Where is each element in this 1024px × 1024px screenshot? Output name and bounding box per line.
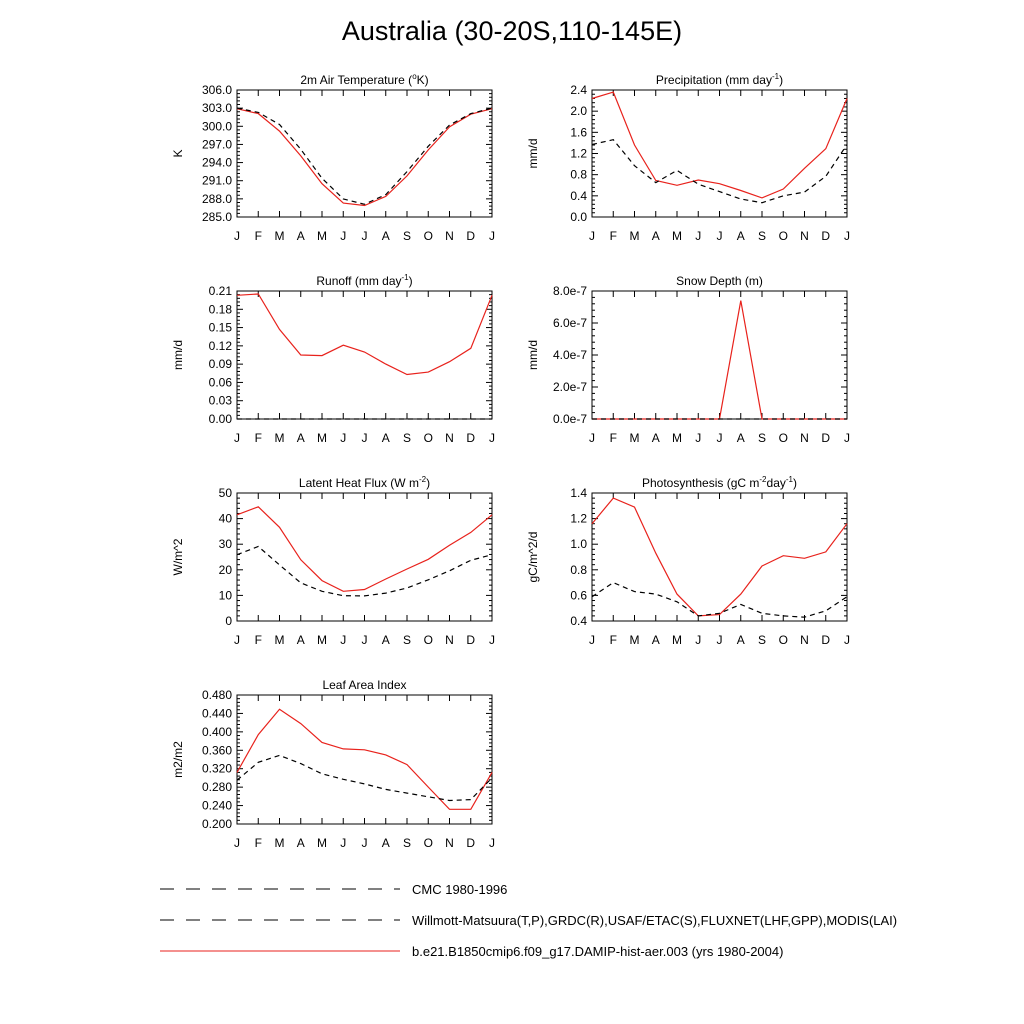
- x-tick-label: S: [402, 633, 412, 647]
- model-series-line: [592, 498, 847, 616]
- x-tick-label: F: [609, 431, 617, 445]
- x-tick-label: J: [340, 836, 347, 850]
- x-tick-label: F: [609, 633, 617, 647]
- y-tick-label: 0.0e-7: [552, 412, 587, 426]
- x-tick-label: S: [757, 633, 767, 647]
- model-series-line: [592, 92, 847, 198]
- y-tick-label: 0.360: [201, 743, 232, 758]
- x-tick-label: A: [381, 836, 390, 850]
- x-tick-label: A: [651, 229, 660, 243]
- x-tick-label: A: [381, 229, 390, 243]
- panel-title: Runoff (mm day$^{-1}$): [316, 273, 413, 288]
- chart-panel-2: [526, 72, 850, 243]
- x-tick-label: M: [274, 431, 285, 445]
- legend-label: CMC 1980-1996: [412, 882, 508, 897]
- x-tick-label: D: [821, 431, 831, 445]
- panel-title: Precipitation (mm day$^{-1}$): [655, 72, 784, 87]
- x-tick-label: J: [361, 633, 368, 647]
- y-axis-label: mm/d: [526, 138, 540, 169]
- x-tick-label: M: [672, 633, 682, 647]
- x-tick-label: N: [445, 229, 454, 243]
- y-tick-label: 0.12: [208, 338, 232, 353]
- y-tick-label: 8.0e-7: [552, 284, 587, 298]
- x-tick-label: S: [757, 229, 767, 243]
- y-tick-label: 0.21: [208, 284, 232, 298]
- x-tick-label: J: [340, 431, 347, 445]
- x-tick-label: J: [695, 431, 702, 445]
- x-tick-label: A: [736, 633, 745, 647]
- chart-panel-7: [171, 678, 495, 850]
- obs-series-line: [237, 108, 492, 204]
- x-tick-label: J: [234, 836, 240, 850]
- obs-series-line: [237, 755, 492, 800]
- plot-frame: [592, 291, 847, 419]
- legend-item: [160, 882, 507, 897]
- x-tick-label: N: [445, 431, 454, 445]
- panel-title: 2m Air Temperature ($^o$K): [300, 72, 429, 87]
- x-tick-label: A: [736, 431, 745, 445]
- x-tick-label: M: [274, 836, 285, 850]
- x-tick-label: D: [466, 229, 476, 243]
- x-tick-label: S: [757, 431, 767, 445]
- y-tick-label: 20: [218, 562, 232, 577]
- x-tick-label: J: [844, 229, 850, 243]
- y-tick-label: 303.0: [201, 101, 232, 116]
- chart-panel-1: [171, 72, 495, 243]
- x-tick-label: J: [695, 633, 702, 647]
- y-tick-label: 2.0e-7: [552, 380, 587, 394]
- x-tick-label: J: [489, 633, 495, 647]
- model-series-line: [237, 507, 492, 592]
- obs-series-line: [592, 583, 847, 618]
- x-tick-label: J: [844, 633, 850, 647]
- legend: [160, 882, 897, 959]
- legend-label: b.e21.B1850cmip6.f09_g17.DAMIP-hist-aer.003 (yrs 1980-2004): [412, 944, 784, 959]
- y-tick-label: 0.03: [208, 393, 232, 408]
- x-tick-label: D: [466, 836, 476, 850]
- panel-title: Leaf Area Index: [322, 678, 407, 692]
- x-tick-label: F: [254, 431, 262, 445]
- x-tick-label: F: [254, 836, 262, 850]
- y-tick-label: 306.0: [201, 83, 232, 97]
- y-tick-label: 10: [218, 588, 232, 603]
- x-tick-label: A: [651, 633, 660, 647]
- chart-panel-5: [171, 475, 495, 647]
- x-tick-label: S: [402, 431, 412, 445]
- x-tick-label: J: [361, 836, 368, 850]
- model-series-line: [237, 709, 492, 809]
- x-tick-label: A: [296, 633, 305, 647]
- x-tick-label: N: [445, 836, 454, 850]
- chart-panel-3: [171, 273, 495, 445]
- y-tick-label: 0.200: [201, 817, 232, 831]
- x-tick-label: J: [716, 229, 723, 243]
- x-tick-label: D: [821, 229, 831, 243]
- y-axis-label: W/m^2: [171, 538, 185, 576]
- y-tick-label: 0.09: [208, 357, 232, 372]
- y-tick-label: 50: [218, 486, 232, 500]
- x-tick-label: N: [800, 633, 809, 647]
- x-tick-label: N: [800, 229, 809, 243]
- y-tick-label: 4.0e-7: [552, 348, 587, 362]
- model-series-line: [592, 301, 847, 419]
- y-tick-label: 0: [225, 614, 232, 628]
- chart-panel-6: [526, 475, 850, 647]
- y-axis-label: m2/m2: [171, 741, 185, 778]
- x-tick-label: J: [340, 229, 347, 243]
- x-tick-label: D: [466, 431, 476, 445]
- y-tick-label: 1.6: [570, 125, 587, 140]
- x-tick-label: F: [609, 229, 617, 243]
- legend-item: [160, 944, 783, 959]
- x-tick-label: O: [423, 633, 433, 647]
- obs-series-line: [237, 547, 492, 596]
- y-axis-label: gC/m^2/d: [526, 531, 540, 583]
- x-tick-label: J: [589, 229, 595, 243]
- x-tick-label: O: [423, 229, 433, 243]
- plot-frame: [237, 90, 492, 217]
- x-tick-label: J: [716, 431, 723, 445]
- y-axis-label: mm/d: [171, 340, 185, 370]
- x-tick-label: A: [381, 633, 390, 647]
- x-tick-label: J: [489, 431, 495, 445]
- chart-panel-4: [526, 274, 850, 445]
- x-tick-label: A: [381, 431, 390, 445]
- x-tick-label: N: [800, 431, 809, 445]
- x-tick-label: N: [445, 633, 454, 647]
- plot-frame: [237, 493, 492, 621]
- y-tick-label: 288.0: [201, 191, 232, 206]
- x-tick-label: M: [274, 229, 285, 243]
- y-axis-label: K: [171, 149, 185, 158]
- x-tick-label: J: [361, 229, 368, 243]
- y-tick-label: 0.480: [201, 688, 232, 702]
- panel-title: Latent Heat Flux (W $m^{-2}$): [298, 475, 431, 490]
- panel-title: Photosynthesis (gC $m^{-2}day^{-1}$): [642, 475, 797, 490]
- x-tick-label: A: [296, 836, 305, 850]
- y-tick-label: 0.6: [570, 588, 587, 603]
- x-tick-label: M: [274, 633, 285, 647]
- y-tick-label: 0.00: [208, 412, 232, 426]
- y-tick-label: 1.0: [570, 537, 587, 552]
- y-tick-label: 0.4: [570, 188, 587, 203]
- x-tick-label: F: [254, 633, 262, 647]
- y-tick-label: 294.0: [201, 155, 232, 170]
- y-tick-label: 0.8: [570, 167, 587, 182]
- y-tick-label: 0.8: [570, 562, 587, 577]
- x-tick-label: J: [589, 431, 595, 445]
- y-tick-label: 297.0: [201, 137, 232, 152]
- obs-series-line: [592, 140, 847, 203]
- plot-frame: [237, 291, 492, 419]
- main-title: Australia (30-20S,110-145E): [341, 16, 683, 46]
- x-tick-label: M: [317, 836, 327, 850]
- x-tick-label: J: [489, 229, 495, 243]
- legend-label: Willmott-Matsuura(T,P),GRDC(R),USAF/ETAC(S),FLUXNET(LHF,GPP),MODIS(LAI): [412, 913, 898, 928]
- x-tick-label: M: [672, 431, 682, 445]
- x-tick-label: D: [821, 633, 831, 647]
- x-tick-label: J: [489, 836, 495, 850]
- x-tick-label: M: [317, 431, 327, 445]
- x-tick-label: A: [651, 431, 660, 445]
- y-tick-label: 0.280: [201, 780, 232, 795]
- x-tick-label: J: [844, 431, 850, 445]
- x-tick-label: A: [296, 229, 305, 243]
- y-tick-label: 291.0: [201, 173, 232, 188]
- y-tick-label: 1.4: [570, 486, 587, 500]
- x-tick-label: F: [254, 229, 262, 243]
- y-axis-label: mm/d: [526, 340, 540, 370]
- y-tick-label: 0.18: [208, 302, 232, 317]
- model-series-line: [237, 294, 492, 375]
- panel-title: Snow Depth (m): [676, 274, 763, 288]
- y-tick-label: 6.0e-7: [552, 316, 587, 330]
- x-tick-label: M: [317, 633, 327, 647]
- x-tick-label: J: [716, 633, 723, 647]
- y-tick-label: 1.2: [570, 511, 587, 526]
- y-tick-label: 2.0: [570, 104, 587, 119]
- x-tick-label: J: [234, 633, 240, 647]
- y-tick-label: 1.2: [570, 146, 587, 161]
- y-tick-label: 0.0: [570, 210, 587, 224]
- y-tick-label: 0.400: [201, 724, 232, 739]
- x-tick-label: O: [778, 431, 788, 445]
- x-tick-label: J: [361, 431, 368, 445]
- legend-item: [160, 913, 897, 928]
- panel-layer: [171, 72, 850, 850]
- y-tick-label: 0.240: [201, 798, 232, 813]
- y-tick-label: 0.440: [201, 706, 232, 721]
- x-tick-label: M: [629, 431, 640, 445]
- x-tick-label: A: [736, 229, 745, 243]
- y-tick-label: 285.0: [201, 210, 232, 224]
- x-tick-label: J: [234, 431, 240, 445]
- x-tick-label: S: [402, 229, 412, 243]
- y-tick-label: 0.15: [208, 320, 232, 335]
- plot-frame: [592, 90, 847, 217]
- x-tick-label: O: [423, 836, 433, 850]
- x-tick-label: J: [340, 633, 347, 647]
- x-tick-label: J: [695, 229, 702, 243]
- x-tick-label: O: [778, 633, 788, 647]
- x-tick-label: O: [778, 229, 788, 243]
- x-tick-label: M: [629, 633, 640, 647]
- x-tick-label: S: [402, 836, 412, 850]
- y-tick-label: 40: [218, 511, 232, 526]
- y-tick-label: 0.4: [570, 614, 587, 628]
- y-tick-label: 0.320: [201, 761, 232, 776]
- x-tick-label: M: [629, 229, 640, 243]
- x-tick-label: M: [672, 229, 682, 243]
- x-tick-label: O: [423, 431, 433, 445]
- x-tick-label: J: [234, 229, 240, 243]
- y-tick-label: 300.0: [201, 119, 232, 134]
- y-tick-label: 0.06: [208, 375, 232, 390]
- x-tick-label: J: [589, 633, 595, 647]
- y-tick-label: 2.4: [570, 83, 587, 97]
- y-tick-label: 30: [218, 537, 232, 552]
- x-tick-label: M: [317, 229, 327, 243]
- x-tick-label: D: [466, 633, 476, 647]
- x-tick-label: A: [296, 431, 305, 445]
